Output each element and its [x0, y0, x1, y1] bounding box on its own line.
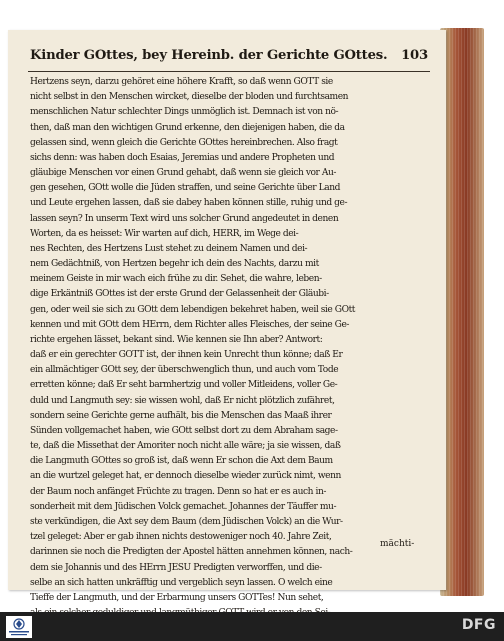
text-line: gläubige Menschen vor einen Grund gehabt, daß wenn sie gleich vor Au-	[30, 168, 337, 179]
text-line: Hertzens seyn, darzu gehöret eine höhere Krafft, so daß wenn GOTT sie	[30, 77, 333, 87]
text-line: lassen seyn? In unserm Text wird uns solcher Grund angedeutet in denen	[30, 213, 339, 224]
text-line: meinem Geiste in mir wach eich frühe zu dir. Sehet, die wahre, leben-	[30, 274, 322, 285]
text-line: erretten könne; daß Er seht barmhertzig und voller Mitleidens, voller Ge-	[30, 380, 338, 391]
text-line: dem sie Johannis und des HErrn JESU Predigten verworffen, und die-	[30, 562, 322, 573]
book-fore-edge	[440, 28, 484, 596]
text-line: gen, oder weil sie sich zu GOtt dem lebendigen bekehret haben, weil sie GOtt	[30, 304, 355, 315]
text-line: richte ergehen lässet, bekant sind. Wie kennen sie Ihn aber? Antwort:	[30, 334, 323, 345]
text-line: gen gesehen, GOtt wolle die Jüden straffen, und seine Gerichte über Land	[30, 183, 340, 194]
text-line: Tieffe der Langmuth, und der Erbarmung unsers GOTTes! Nun sehet,	[30, 592, 324, 603]
text-line: gelassen sind, wenn gleich die Gerichte GOttes hereinbrechen. Also fragt	[30, 137, 338, 148]
text-line: die Langmuth GOttes so groß ist, daß wenn Er schon die Axt dem Baum	[30, 456, 333, 467]
running-header	[30, 48, 428, 68]
text-line: darinnen sie noch die Predigten der Apostel hätten annehmen können, nach-	[30, 547, 353, 558]
text-line: kennen und mit GOtt dem HErrn, dem Richter alles Fleisches, der seine Ge-	[30, 319, 349, 330]
text-line: duld und Langmuth sey: sie wissen wohl, daß Er nicht plötzlich zufähret,	[30, 395, 335, 406]
text-line: nem Gedächtniß, von Hertzen begehr ich dein des Nachts, darzu mit	[30, 259, 319, 270]
text-line: der Baum noch anfänget Früchte zu tragen. Denn so hat er es auch in-	[30, 486, 326, 497]
text-line: Sünden vollgemachet haben, wie GOtt selbst dort zu dem Abraham sage-	[30, 425, 338, 436]
running-title: Kinder GOttes, bey Hereinb. der Gerichte GOttes.	[30, 48, 388, 63]
text-line: und Leute ergehen lassen, daß sie dabey haben können stille, ruhig und ge-	[30, 198, 348, 209]
text-line: daß er ein gerechter GOTT ist, der ihnen kein Unrecht thun könne; daß Er	[30, 350, 343, 361]
text-line: nicht selbst in den Menschen wircket, dieselbe der bloden und furchtsamen	[30, 92, 349, 103]
text-line: sondern seine Gerichte gerne aufhält, bis die Menschen das Maaß ihrer	[30, 410, 332, 421]
text-line: sonderheit mit dem Jüdischen Volck gemachet. Johannes der Täuffer mu-	[30, 501, 337, 512]
header-rule	[28, 71, 430, 72]
text-line: then, daß man den wichtigen Grund erkenne, den diejenigen haben, die da	[30, 122, 345, 133]
text-line: sichs denn: was haben doch Esaias, Jeremias und andere Propheten und	[30, 152, 335, 163]
text-line: tzel geleget: Aber er gab ihnen nichts destoweniger noch 40. Jahre Zeit,	[30, 532, 332, 543]
text-line: ein allmächtiger GOtt sey, der überschwenglich thun, und auch vom Tode	[30, 365, 339, 376]
text-line: dige Erkäntniß GOttes ist der erste Grund der Gelassenheit der Gläubi-	[30, 289, 329, 300]
body-text	[30, 75, 434, 636]
viewer-footer	[0, 612, 504, 641]
dfg-logo[interactable]: DFG	[461, 617, 496, 633]
page-number: 103	[401, 48, 428, 63]
text-line: nes Rechten, des Hertzens Lust stehet zu deinem Namen und dei-	[30, 243, 308, 254]
text-line: te, daß die Missethat der Amoriter noch nicht alle wäre; ja sie wissen, daß	[30, 441, 341, 452]
text-line: menschlichen Natur schlechter Dings unmöglich ist. Demnach ist von nö-	[30, 107, 339, 118]
franckesche-stiftungen-logo-icon[interactable]	[6, 616, 32, 638]
text-line: Worten, da es heisset: Wir warten auf dich, HERR, im Wege dei-	[30, 228, 299, 239]
catchword: mächti-	[380, 539, 415, 549]
text-line: an die wurtzel geleget hat, er dennoch dieselbe wieder zurück nimt, wenn	[30, 471, 341, 482]
text-line: ste verkündigen, die Axt sey dem Baum (dem Jüdischen Volck) an die Wur-	[30, 516, 343, 527]
text-line: selbe an sich hatten unkräfftig und vergeblich seyn lassen. O welch eine	[30, 577, 333, 588]
